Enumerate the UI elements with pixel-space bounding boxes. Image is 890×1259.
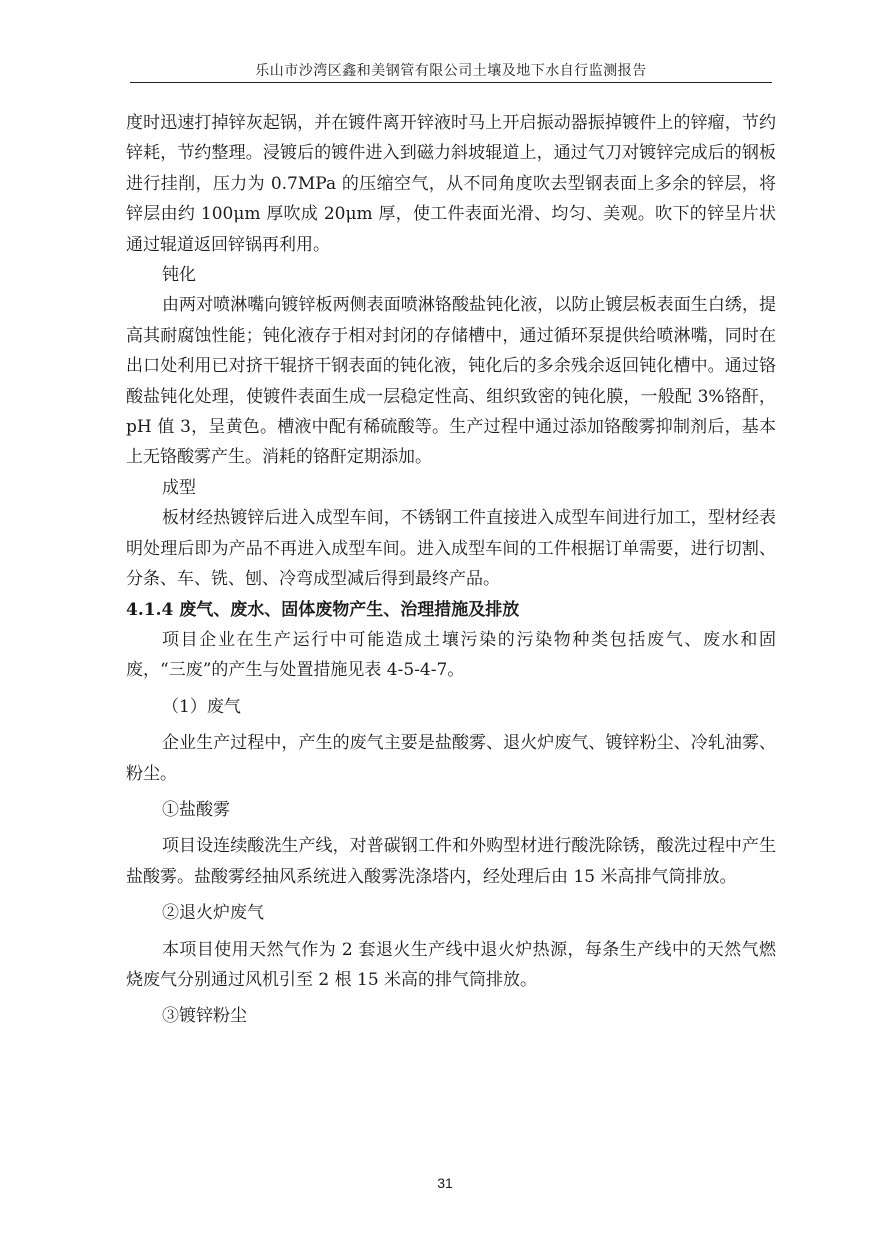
paragraph-hcl-mist: 项目设连续酸洗生产线，对普碳钢工件和外购型材进行酸洗除锈，酸洗过程中产生盐酸雾。盐酸雾经抽风系统进入酸雾洗涤塔内，经处理后由 15 米高排气筒排放。 — [126, 836, 776, 887]
header-divider — [130, 82, 772, 83]
paragraph-passivation: 由两对喷淋嘴向镀锌板两侧表面喷淋铬酸盐钝化液，以防止镀层板表面生白绣，提高其耐腐蚀性能；钝化液存于相对封闭的存储槽中，通过循环泵提供给喷淋嘴，同时在出口处利用已对挤干辊挤干钢表面的钝化液，钝化后的多余残余返回钝化槽中。通过铬酸盐钝化处理，使镀件表面生成一层稳定性高、组织致密的钝化膜，一般配 3%铬酐，pH 值 3，呈黄色。槽液中配有稀硫酸等。生产过程中通过添加铬酸雾抑制剂后，基本上无铬酸雾产生。消耗的铬酐定期添加。 — [126, 295, 776, 468]
report-title: 乐山市沙湾区鑫和美钢管有限公司土壤及地下水自行监测报告 — [255, 63, 647, 79]
paragraph-waste-gas: 企业生产过程中，产生的废气主要是盐酸雾、退火炉废气、镀锌粉尘、冷轧油雾、粉尘。 — [126, 733, 776, 784]
paragraph-forming: 板材经热镀锌后进入成型车间，不锈钢工件直接进入成型车间进行加工，型材经表明处理后即为产品不再进入成型车间。进入成型车间的工件根据订单需要，进行切割、分条、车、铣、刨、冷弯成型减后得到最终产品。 — [126, 508, 776, 590]
paragraph-annealing-exhaust: 本项目使用天然气作为 2 套退火生产线中退火炉热源，每条生产线中的天然气燃烧废气分别通过风机引至 2 根 15 米高的排气筒排放。 — [126, 939, 776, 990]
subheading-waste-gas: （1）废气 — [162, 696, 241, 717]
subheading-hcl-mist: ①盐酸雾 — [162, 799, 230, 820]
paragraph-galvanizing: 度时迅速打掉锌灰起锅，并在镀件离开锌液时马上开启振动器振掉镀件上的锌瘤，节约锌耗，节约整理。浸镀后的镀件进入到磁力斜坡辊道上，通过气刀对镀锌完成后的钢板进行挂削，压力为 0.7MPa 的压缩空气，从不同角度吹去型钢表面上多余的锌层，将锌层由约 100μm 厚吹成 20μm 厚，使工件表面光滑、均匀、美观。吹下的锌呈片状通过辊道返回锌锅再利用。 — [126, 113, 776, 255]
subheading-forming: 成型 — [162, 477, 196, 498]
subheading-passivation: 钝化 — [162, 265, 196, 286]
subheading-annealing-exhaust: ②退火炉废气 — [162, 903, 264, 924]
subheading-zinc-dust: ③镀锌粉尘 — [162, 1006, 247, 1027]
section-heading: 4.1.4 废气、废水、固体废物产生、治理措施及排放 — [126, 599, 520, 620]
page-body — [126, 108, 776, 1032]
paragraph-section-intro: 项目企业在生产运行中可能造成土壤污染的污染物种类包括废气、废水和固废，“三废”的产生与处置措施见表 4-5-4-7。 — [126, 629, 776, 681]
page-number: 31 — [437, 1175, 453, 1191]
